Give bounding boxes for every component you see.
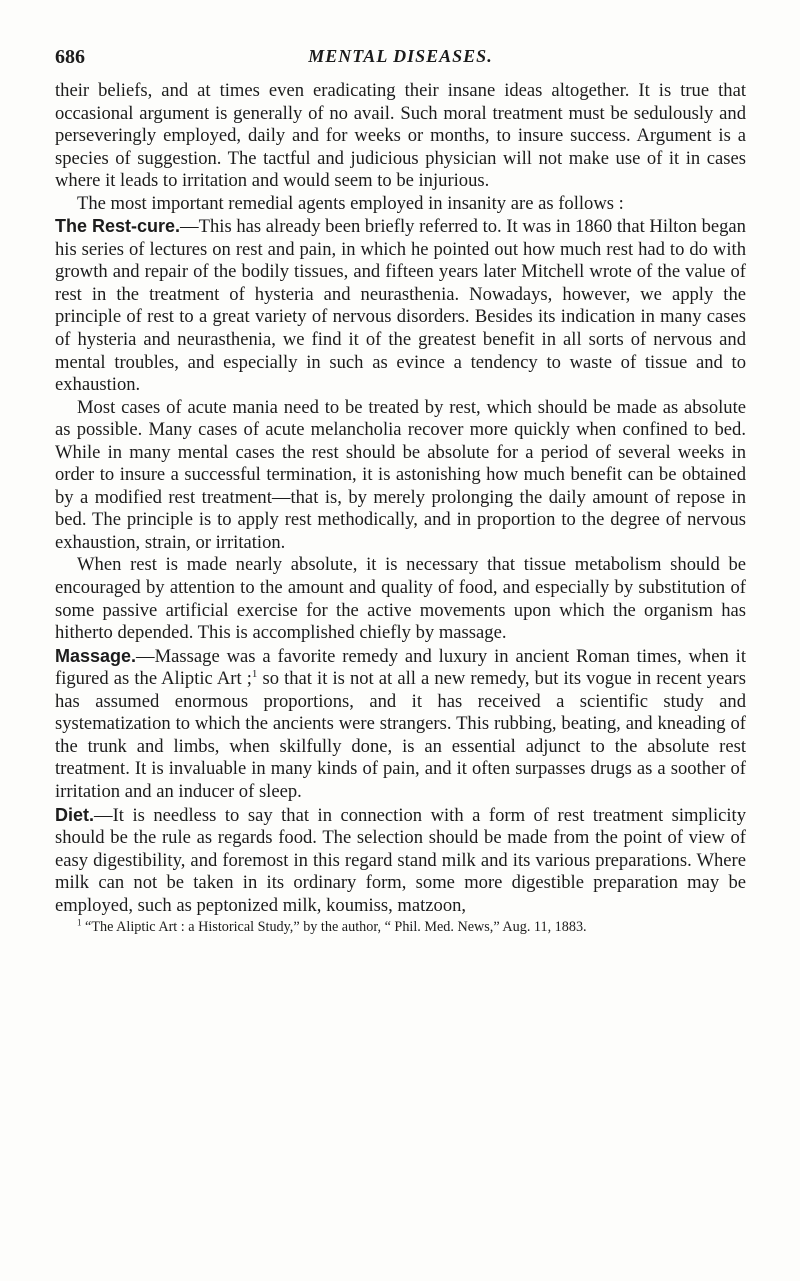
paragraph: Most cases of acute mania need to be treated by rest, which should be made as absolute as possible. Many cases of acute melancholia recover more quickly when confined to bed. While in many mental cases the rest should be absolute for a period of several weeks in order to insure a successful termination, it is astonishing how much benefit can be obtained by a modified rest treatment—that is, by merely prolonging the daily amount of repose in bed. The principle is to apply rest methodically, and in proportion to the degree of nervous exhaustion, strain, or irritation. bbox=[55, 396, 746, 553]
paragraph-text: —It is needless to say that in connection with a form of rest treatment simplicity should be the rule as regards food. The selection should be made from the point of view of easy digestibility, and foremost in this regard stand milk and its various preparations. Where milk can not be taken in its ordinary form, some more digestible preparation may be employed, such as peptonized milk, koumiss, matzoon, bbox=[55, 804, 746, 916]
footnote-marker: 1 bbox=[77, 917, 82, 928]
footnote-text: “The Aliptic Art : a Historical Study,” by the author, “ Phil. Med. News,” Aug. 11, 1883. bbox=[81, 919, 587, 936]
paragraph: The most important remedial agents employed in insanity are as follows : bbox=[77, 192, 624, 214]
paragraph-massage bbox=[55, 645, 746, 804]
paragraph: their beliefs, and at times even eradicating their insane ideas altogether. It is true that occasional argument is generally of no avail. Such moral treatment must be sedulously and perseveringly employed, daily and for weeks or months, to insure success. Argument is a species of suggestion. The tactful and judicious physician will not make use of it in cases where it leads to irritation and would seem to be injurious. bbox=[55, 80, 746, 192]
section-heading-massage: Massage. bbox=[55, 645, 137, 666]
footnote-reference[interactable]: 1 bbox=[251, 668, 258, 681]
page-number: 686 bbox=[55, 46, 85, 68]
section-heading-diet: Diet. bbox=[55, 804, 95, 825]
footnote bbox=[55, 919, 746, 936]
paragraph-text: —Massage was a favorite remedy and luxury in ancient Roman times, when it figured as the Aliptic Art ; bbox=[55, 645, 746, 690]
section-heading-rest-cure: The Rest-cure. bbox=[55, 216, 181, 237]
paragraph-rest-cure bbox=[55, 215, 746, 396]
paragraph-text: so that it is not at all a new remedy, but its vogue in recent years has assumed enormous proportions, and it has received a scientific study and systematization to which the ancients were strangers. This rubbing, beating, and kneading of the trunk and limbs, when skilfully done, is an essential adjunct to the absolute rest treatment. It is invaluable in many kinds of pain, and it often surpasses drugs as a soother of irritation and an inducer of sleep. bbox=[55, 668, 746, 802]
running-head: MENTAL DISEASES. bbox=[308, 46, 493, 66]
paragraph-text: —This has already been briefly referred to. It was in 1860 that Hilton began his series of lectures on rest and pain, in which he pointed out how much rest had to do with growth and repair of the bodily tissues, and fifteen years later Mitchell wrote of the value of rest in the treatment of hysteria and neurasthenia. Nowadays, however, we apply the principle of rest to a great variety of nervous disorders. Besides its indication in many cases of hysteria and neurasthenia, we find it of the greatest benefit in all sorts of nervous and mental troubles, and especially in such as evince a tendency to waste of tissue and to exhaustion. bbox=[55, 216, 746, 396]
paragraph-diet bbox=[55, 804, 746, 918]
page-header bbox=[55, 46, 746, 76]
body-text bbox=[55, 80, 746, 917]
paragraph: When rest is made nearly absolute, it is necessary that tissue metabolism should be encouraged by attention to the amount and quality of food, and especially by substitution of some passive artificial exercise for the active movements upon which the organism has hitherto depended. This is accomplished chiefly by massage. bbox=[55, 554, 746, 644]
